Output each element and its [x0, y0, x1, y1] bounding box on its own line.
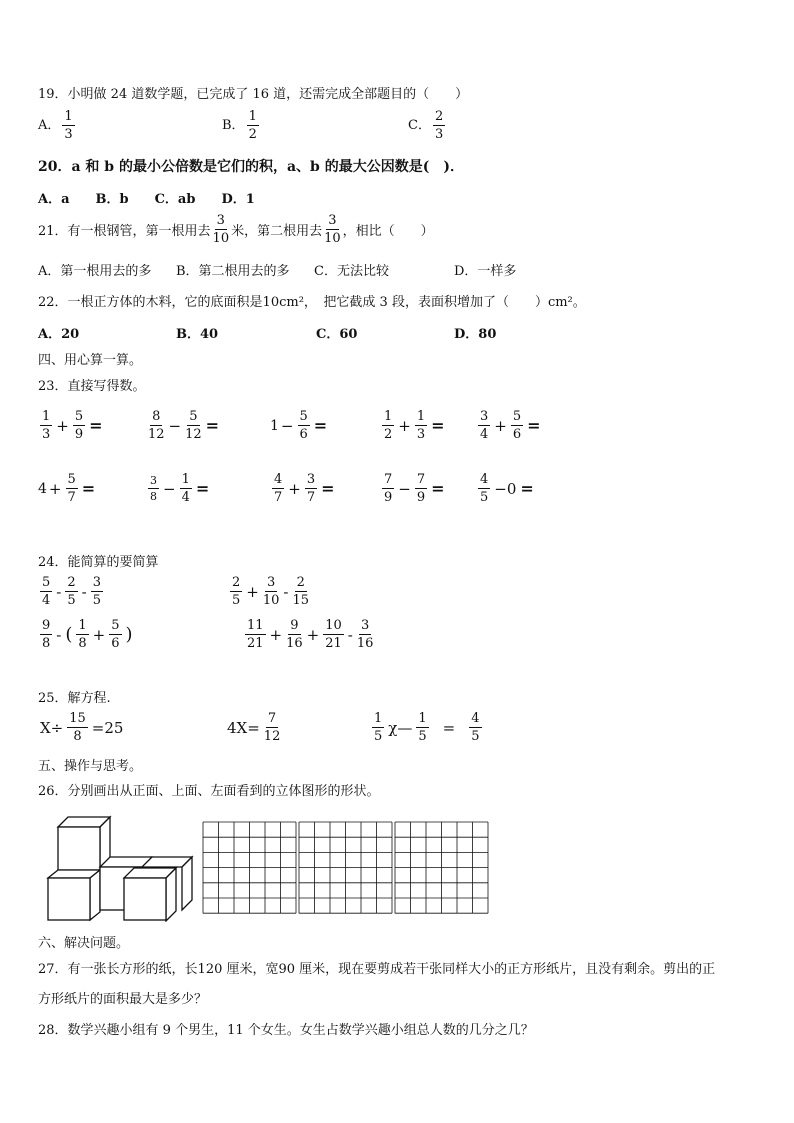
- operator: =: [520, 479, 534, 498]
- fraction: $\frac{7}{9}$: [384, 472, 393, 505]
- operator: +: [494, 416, 507, 435]
- operator: -: [283, 582, 289, 601]
- operator: =: [81, 479, 96, 498]
- fraction: $\frac{7}{12}$: [263, 711, 281, 744]
- operator: +: [306, 625, 320, 644]
- mental-math-item[interactable]: [38, 410, 105, 441]
- operator: −: [163, 479, 176, 498]
- question-20-stem: 20．a 和 b 的最小公倍数是它们的积，a、b 的最大公因数是( )．: [38, 159, 464, 175]
- question-21-option-c[interactable]: C．无法比较: [314, 264, 389, 279]
- fraction: $\frac{2}{15}$: [292, 575, 310, 608]
- option-fraction: $\frac{1}{2}$: [248, 109, 257, 142]
- option-fraction: $\frac{2}{3}$: [434, 109, 444, 142]
- operator: =: [431, 479, 445, 498]
- fraction: $\frac{3}{4}$: [480, 409, 489, 442]
- section-6-heading: 六、解决问题。: [38, 936, 130, 951]
- operator: +: [246, 582, 259, 601]
- question-27-line-2: 方形纸片的面积最大是多少？: [38, 992, 208, 1007]
- question-25-equation-3: [370, 712, 484, 743]
- operator: −0: [494, 479, 517, 498]
- fraction: $\frac{5}{12}$: [185, 409, 202, 442]
- question-24-expression-4: [243, 619, 375, 650]
- question-22-option-b[interactable]: B．40: [176, 327, 219, 342]
- drawing-grid-3[interactable]: [395, 822, 488, 913]
- option-label: C．: [408, 118, 431, 133]
- operator: −: [398, 479, 411, 498]
- fraction: $\frac{7}{9}$: [416, 472, 426, 505]
- question-28-stem: 28．数学兴趣小组有 9 个男生，11 个女生。女生占数学兴趣小组总人数的几分之几？: [38, 1023, 534, 1038]
- question-25-title: 25．解方程.: [38, 691, 111, 706]
- fraction: $\frac{8}{12}$: [148, 409, 165, 442]
- operator: =: [527, 416, 541, 435]
- operator: χ—: [388, 718, 413, 737]
- parenthesis: ): [125, 624, 133, 645]
- mental-math-item[interactable]: [476, 410, 543, 441]
- mental-math-item[interactable]: [270, 410, 329, 441]
- mental-math-item[interactable]: [146, 410, 221, 441]
- operator: −: [280, 416, 294, 435]
- fraction: $\frac{3}{10}$: [262, 575, 280, 608]
- question-23-title: 23．直接写得数。: [38, 379, 146, 394]
- section-5-heading: 五、操作与思考。: [38, 759, 143, 774]
- fraction: $\frac{3}{7}$: [306, 472, 316, 505]
- question-22-option-d[interactable]: D．80: [454, 327, 497, 342]
- fraction: $\frac{3}{16}$: [356, 618, 374, 651]
- operator: -: [56, 582, 62, 601]
- question-26-stem: 26．分别画出从正面、上面、左面看到的立体图形的形状。: [38, 784, 380, 799]
- mental-math-item[interactable]: [146, 473, 211, 504]
- number: 1: [270, 417, 279, 434]
- operator: =25: [91, 718, 124, 737]
- question-25-equation-1: [38, 712, 125, 743]
- question-19-option-b[interactable]: [222, 110, 261, 141]
- operator: -: [56, 625, 62, 644]
- operator: X÷: [40, 718, 64, 737]
- question-21-option-d[interactable]: D．一样多: [454, 264, 517, 279]
- number: 4: [38, 480, 47, 497]
- question-22-option-a[interactable]: A．20: [38, 327, 80, 342]
- fraction: $\frac{3}{10}$: [212, 213, 230, 246]
- fraction: $\frac{2}{5}$: [232, 575, 241, 608]
- operator: +: [92, 625, 106, 644]
- operator: −: [168, 416, 182, 435]
- option-label: A．: [38, 118, 61, 133]
- question-25-equation-2: [225, 712, 282, 743]
- question-22-stem: 22．一根正方体的木料，它的底面积是10cm²， 把它截成 3 段，表面积增加了（ ）cm²。: [38, 295, 586, 310]
- mental-math-item[interactable]: [476, 473, 536, 504]
- operator: +: [288, 479, 301, 498]
- operator: -: [81, 582, 87, 601]
- mental-math-item[interactable]: [380, 410, 447, 441]
- fraction: $\frac{4}{5}$: [471, 711, 480, 744]
- fraction: $\frac{5}{6}$: [111, 618, 120, 651]
- drawing-grids[interactable]: [202, 821, 490, 914]
- fraction: $\frac{1}{2}$: [384, 409, 393, 442]
- fraction: $\frac{1}{4}$: [181, 472, 190, 505]
- operator: =: [442, 718, 456, 737]
- operator: =: [321, 479, 335, 498]
- mental-math-item[interactable]: [380, 473, 447, 504]
- question-19-option-a[interactable]: [38, 110, 77, 141]
- fraction: $\frac{2}{5}$: [67, 575, 76, 608]
- question-22-option-c[interactable]: C．60: [316, 327, 358, 342]
- fraction: $\frac{3}{10}$: [324, 213, 341, 246]
- fraction: $\frac{1}{3}$: [416, 409, 426, 442]
- question-24-title: 24．能简算的要简算: [38, 555, 159, 570]
- fraction: $\frac{3}{5}$: [92, 575, 101, 608]
- fraction: $\frac{10}{21}$: [325, 618, 342, 651]
- operator: =: [313, 416, 328, 435]
- fraction: $\frac{5}{4}$: [42, 575, 51, 608]
- fraction: $\frac{5}{9}$: [74, 409, 84, 442]
- operator: =: [431, 416, 445, 435]
- mental-math-item[interactable]: [270, 473, 337, 504]
- fraction: $\frac{11}{21}$: [247, 618, 264, 651]
- cube-stack-figure: [44, 815, 194, 922]
- operator: +: [269, 625, 283, 644]
- question-27-line-1: 27．有一张长方形的纸，长120 厘米，宽90 厘米，现在要剪成若干张同样大小的正方形纸片，且没有剩余。剪出的正: [38, 962, 716, 977]
- fraction: $\frac{1}{5}$: [418, 711, 427, 744]
- question-19-option-c[interactable]: [408, 110, 447, 141]
- fraction: $\frac{5}{6}$: [512, 409, 522, 442]
- fraction: $\frac{4}{5}$: [480, 472, 489, 505]
- operator: -: [347, 625, 353, 644]
- question-24-expression-3: [38, 619, 135, 650]
- fraction: $\frac{1}{3}$: [42, 409, 51, 442]
- operator: =: [89, 416, 103, 435]
- fraction: $\frac{15}{8}$: [69, 711, 86, 744]
- fraction: $\frac{4}{7}$: [274, 472, 283, 505]
- drawing-grid-1[interactable]: [203, 822, 296, 913]
- question-21-option-b[interactable]: B．第二根用去的多: [176, 264, 290, 279]
- parenthesis: (: [65, 624, 73, 645]
- question-24-expression-1: [38, 576, 105, 607]
- fraction: $\frac{9}{16}$: [286, 618, 303, 651]
- option-fraction: $\frac{1}{3}$: [64, 109, 73, 142]
- question-21-option-a[interactable]: A．第一根用去的多: [38, 264, 152, 279]
- mental-math-item[interactable]: [38, 473, 97, 504]
- operator: +: [398, 416, 411, 435]
- drawing-grid-2[interactable]: [299, 822, 392, 913]
- fraction: $\frac{1}{5}$: [374, 711, 383, 744]
- question-21-stem: 21．有一根钢管，第一根用去 $\frac{3}{10}$ 米，第二根用去 $\frac{3}{10}$ ，相比（ ）: [38, 213, 434, 246]
- question-20-options[interactable]: A．a B．b C．ab D．1: [38, 192, 255, 207]
- operator: +: [48, 479, 62, 498]
- fraction: $\frac{1}{8}$: [78, 618, 87, 651]
- fraction: $\frac{3}{8}$: [150, 474, 157, 503]
- question-24-expression-2: [228, 576, 311, 607]
- option-label: B．: [222, 118, 245, 133]
- operator: =: [195, 479, 210, 498]
- operator: 4X=: [227, 718, 260, 737]
- question-19-stem: 19．小明做 24 道数学题，已完成了 16 道，还需完成全部题目的（ ）: [38, 87, 469, 102]
- fraction: $\frac{9}{8}$: [42, 618, 51, 651]
- operator: =: [205, 416, 220, 435]
- section-4-heading: 四、用心算一算。: [38, 353, 143, 368]
- fraction: $\frac{5}{7}$: [67, 472, 76, 505]
- fraction: $\frac{5}{6}$: [299, 409, 308, 442]
- operator: +: [56, 416, 69, 435]
